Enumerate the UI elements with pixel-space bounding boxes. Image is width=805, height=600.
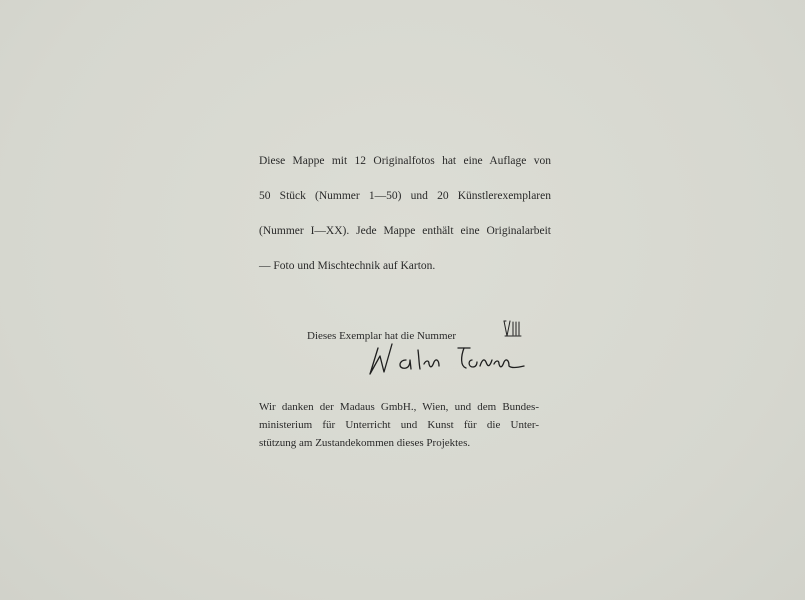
acknowledgement-line-2: ministerium für Unterricht und Kunst für die Unter-	[259, 419, 539, 431]
acknowledgement-line-1: Wir danken der Madaus GmbH., Wien, und dem Bundes-	[259, 401, 539, 413]
acknowledgement-line-3: stützung am Zustandekommen dieses Projektes.	[259, 437, 471, 449]
notice-line-1: Diese Mappe mit 12 Originalfotos hat eine Auflage von	[259, 155, 551, 167]
notice-line-3: (Nummer I—XX). Jede Mappe enthält eine Originalarbeit	[259, 225, 551, 237]
exemplar-label: Dieses Exemplar hat die Nummer	[307, 330, 457, 342]
notice-line-2: 50 Stück (Nummer 1—50) und 20 Künstlerexemplaren	[259, 190, 551, 202]
signature	[366, 338, 534, 380]
notice-line-4: — Foto und Mischtechnik auf Karton.	[259, 260, 436, 272]
